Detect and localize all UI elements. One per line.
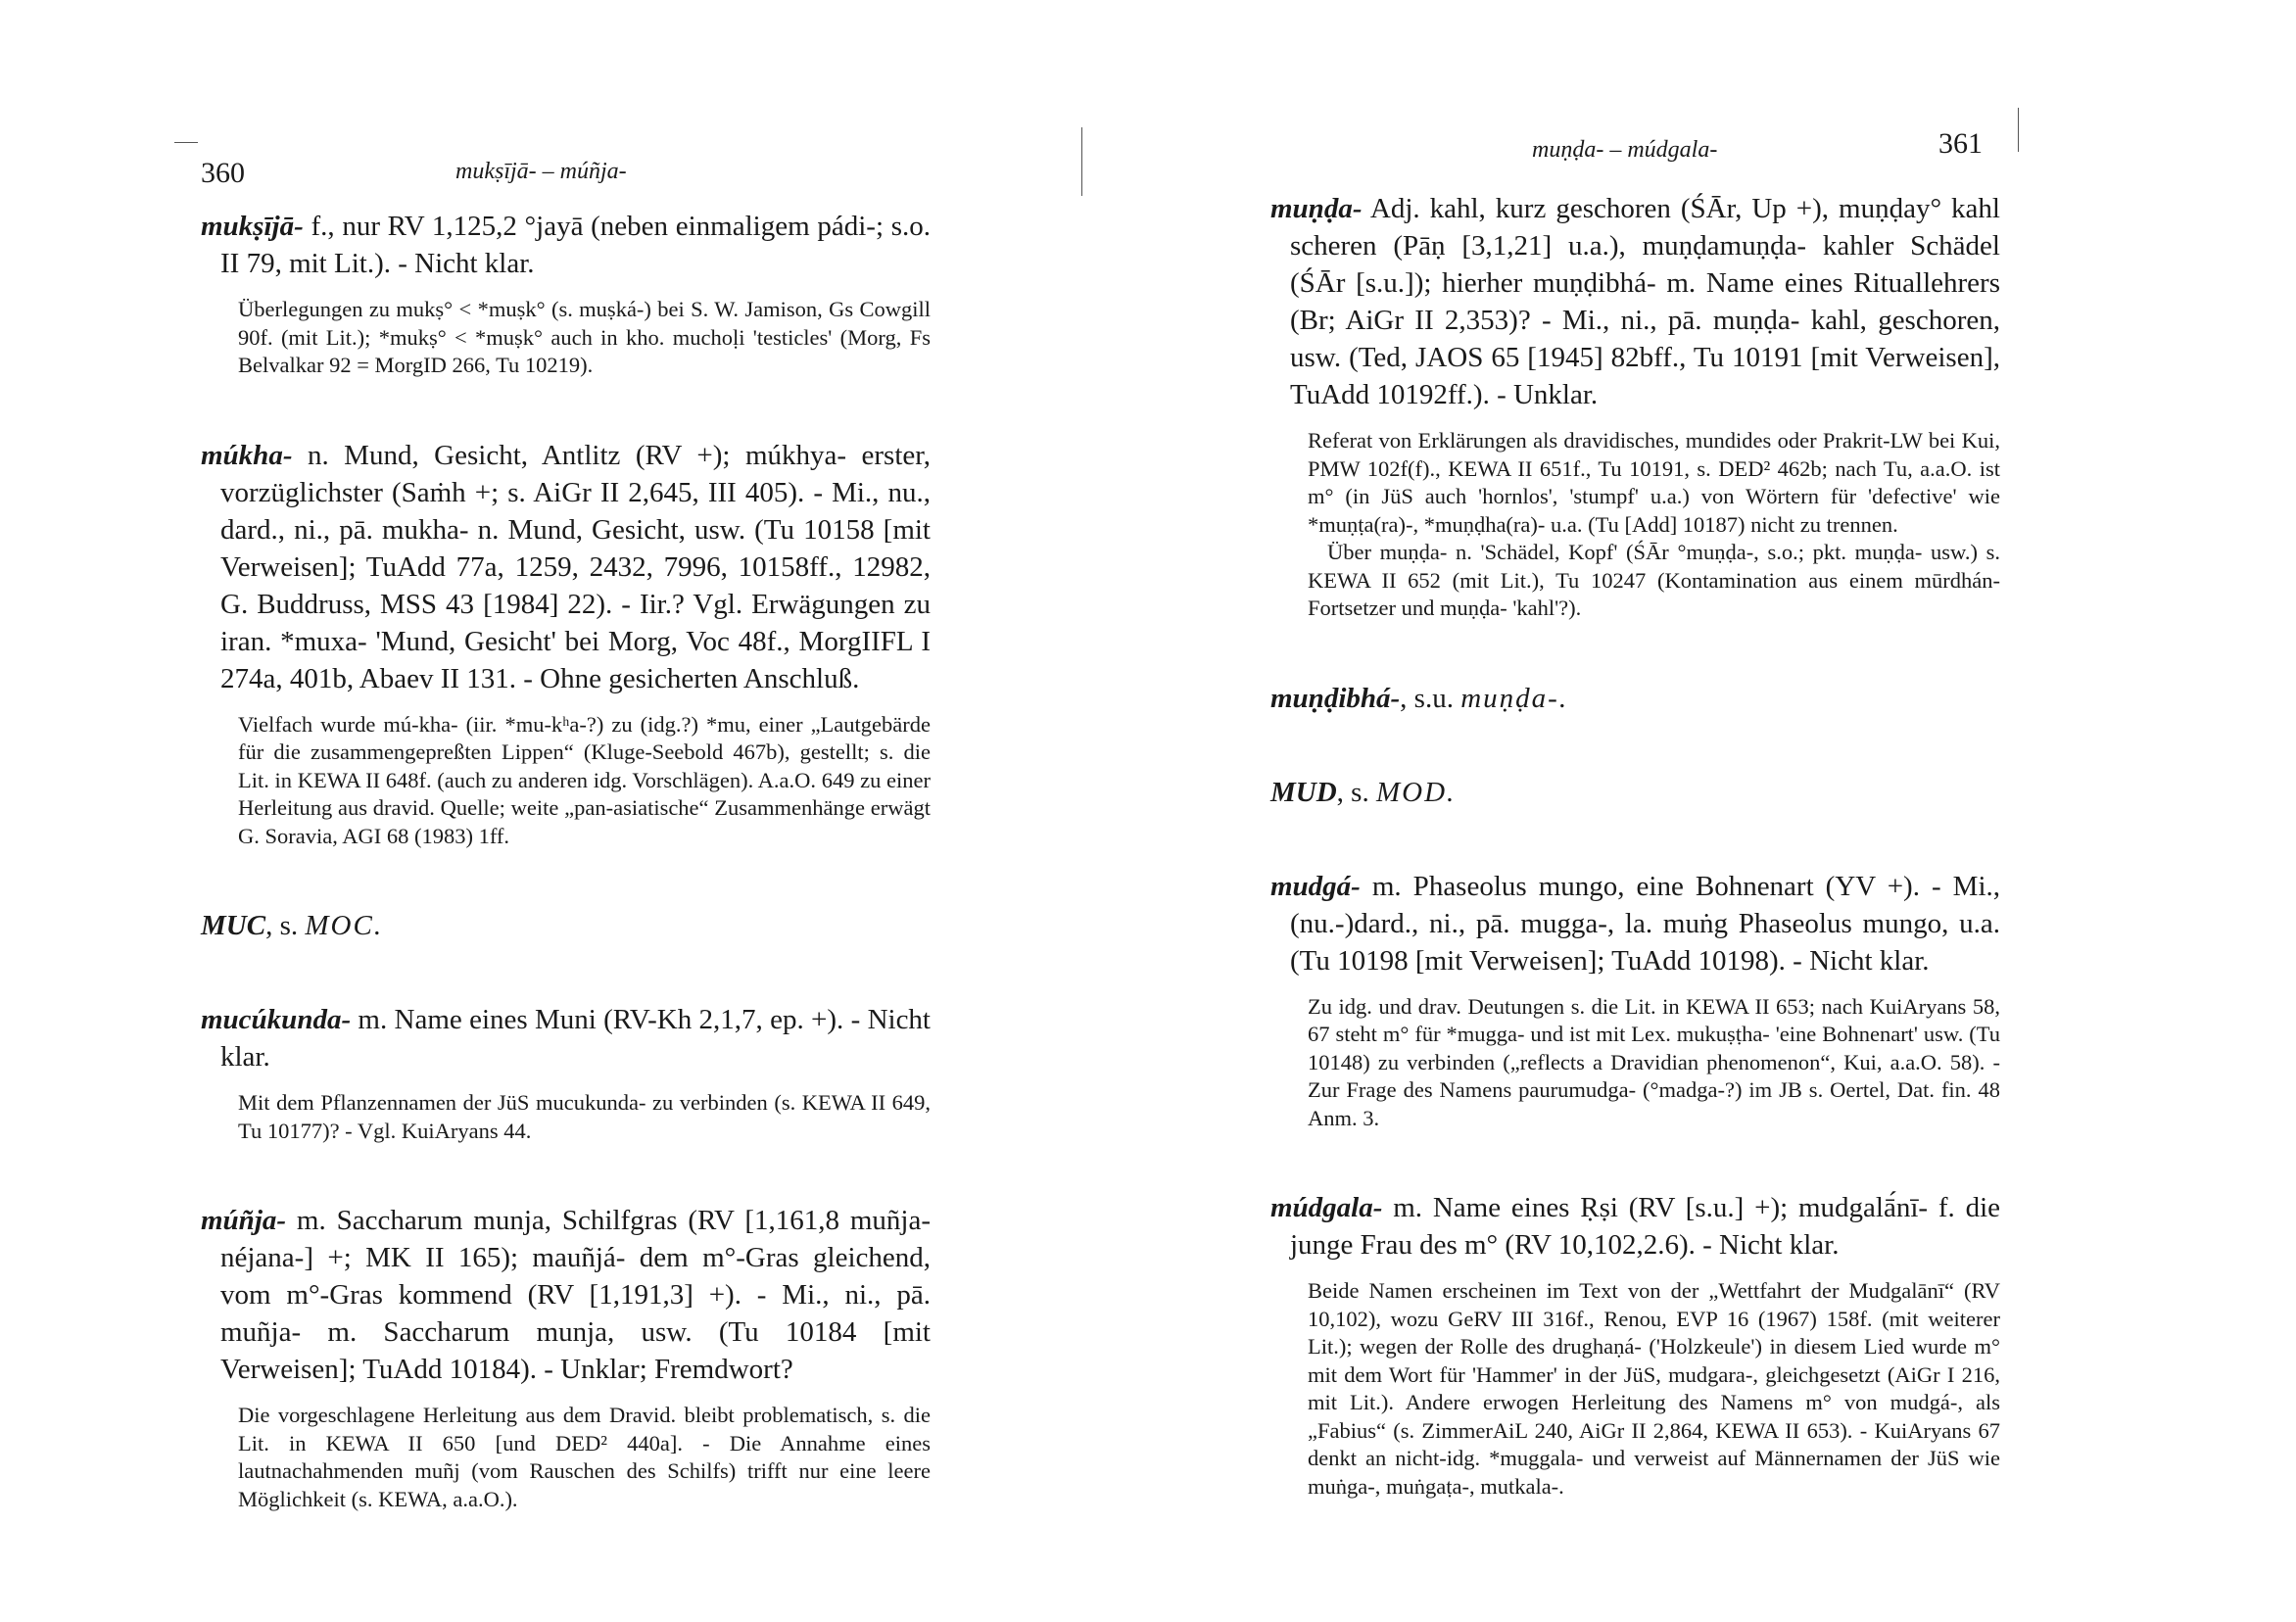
entry-text <box>201 208 931 282</box>
definition: Adj. kahl, kurz geschoren (ŚĀr, Up +), muṇḍay° kahl scheren (Pāṇ [3,1,21] u.a.), muṇḍamuṇḍa- kahler Schädel (ŚĀr [s.u.]); hierher muṇḍibhá- m. Name eines Rituallehrers (Br; AiGr II 2,353)? - Mi., ni., pā. muṇḍa- kahl, geschoren, usw. (Ted, JAOS 65 [1945] 82bff., Tu 10191 [mit Verweisen], TuAdd 10192ff.). - Unklar. <box>1290 193 2000 410</box>
definition: m. Name eines Ṛṣi (RV [s.u.] +); mudgalā́nī- f. die junge Frau des m° (RV 10,102,2.6). - Nicht klar. <box>1290 1192 2000 1261</box>
xref-target: MOC. <box>305 910 384 941</box>
entry-munja <box>201 1202 931 1513</box>
scan-mark <box>2018 108 2019 152</box>
running-head: muṇḍa- – múdgala- <box>1532 137 1718 163</box>
entry-muksija <box>201 208 931 380</box>
xref-sep: , s. <box>265 910 306 941</box>
entry-note: Vielfach wurde mú-kha- (iir. *mu-kʰa-?) zu (idg.?) *mu, einer „Lautgebärde für die zusammengepreßten Lippen“ (Kluge-Seebold 467b), gestellt; s. die Lit. in KEWA II 648f. (auch zu anderen idg. Vorschlägen). A.a.O. 649 zu einer Herleitung aus dravid. Quelle; weite „pan-asiatische“ Zusammenhänge erwägt G. Soravia, AGI 68 (1983) 1ff. <box>238 711 931 848</box>
lemma: mukṣījā- <box>201 211 304 242</box>
entry-note: Über muṇḍa- n. 'Schädel, Kopf' (ŚĀr °muṇḍa-, s.o.; pkt. muṇḍa- usw.) s. KEWA II 652 (mit Lit.), Tu 10247 (Kontamination aus einem mūrdhán-Fortsetzer und muṇḍa- 'kahl'?). <box>1308 540 2000 620</box>
entry-munda <box>1270 190 2000 623</box>
definition: m. Name eines Muni (RV-Kh 2,1,7, ep. +). - Nicht klar. <box>220 1004 931 1073</box>
lemma: múñja- <box>201 1205 287 1236</box>
lemma: múkha- <box>201 439 293 471</box>
entry-note: Referat von Erklärungen als dravidisches, mundides oder Prakrit-LW bei Kui, PMW 102f(f)., KEWA II 651f., Tu 10191, s. DED² 462b; nach Tu, a.a.O. ist m° (in JüS auch 'hornlos', 'stumpf' u.a.) von Wörtern für 'defective' wie *muṇṭa(ra)-, *muṇḍha(ra)- u.a. (Tu [Add] 10187) nicht zu trennen. <box>1308 428 2000 537</box>
lemma: muṇḍa- <box>1270 193 1363 224</box>
scan-mark <box>1081 127 1082 196</box>
entry-note: Überlegungen zu mukṣ° < *muṣk° (s. muṣká-) bei S. W. Jamison, Gs Cowgill 90f. (mit Lit.); *mukṣ° < *muṣk° auch in kho. muchoḷi 'testicles' (Morg, Fs Belvalkar 92 = MorgID 266, Tu 10219). <box>238 297 931 377</box>
xref-target: muṇḍa-. <box>1460 682 1569 714</box>
entry-text <box>201 1001 931 1075</box>
lemma: mudgá- <box>1270 870 1361 902</box>
entry-note: Die vorgeschlagene Herleitung aus dem Dravid. bleibt problematisch, s. die Lit. in KEWA II 650 [und DED² 440a]. - Die Annahme eines lautnachahmenden muñj (vom Rauschen des Schilfs) trifft nur eine leere Möglichkeit (s. KEWA, a.a.O.). <box>238 1403 931 1511</box>
entry-note: Beide Namen erscheinen im Text von der „Wettfahrt der Mudgalānī“ (RV 10,102), wozu GeRV III 316f., Renou, EVP 16 (1967) 158f. (mit weiterer Lit.); wegen der Rolle des drughaṇá- ('Holzkeule') in diesem Lied wurde m° mit dem Wort für 'Hammer' in der JüS, mudgara-, gleichgesetzt (AiGr I 216, mit Lit.). Andere erwogen Herleitung des Namens m° von mudgá-, als „Fabius“ (s. ZimmerAiL 240, AiGr II 2,864, KEWA II 653). - KuiAryans 67 denkt an nicht-idg. *muggala- und verweist auf Männernamen der JüS wie muṅga-, muṅgaṭa-, mutkala-. <box>1308 1278 2000 1499</box>
entry-text <box>1270 1189 2000 1264</box>
entry-text <box>1270 190 2000 413</box>
definition: m. Saccharum munja, Schilfgras (RV [1,161,8 muñja-néjana-] +; MK II 165); mauñjá- dem m°-Gras gleichend, vom m°-Gras kommend (RV [1,191,3] +). - Mi., ni., pā. muñja- m. Saccharum munja, usw. (Tu 10184 [mit Verweisen]; TuAdd 10184). - Unklar; Fremdwort? <box>220 1205 931 1385</box>
lemma: múdgala- <box>1270 1192 1383 1223</box>
lemma: MUC <box>201 910 266 941</box>
cross-reference-mud <box>1270 774 2000 811</box>
entry-text <box>201 437 931 697</box>
definition: m. Phaseolus mungo, eine Bohnenart (YV +). - Mi., (nu.-)dard., ni., pā. mugga-, la. muṅg Phaseolus mungo, u.a. (Tu 10198 [mit Verweisen]; TuAdd 10198). - Nicht klar. <box>1290 870 2000 977</box>
entry-mudgala <box>1270 1189 2000 1501</box>
page-body <box>1270 190 2000 1557</box>
page-body <box>201 208 931 1570</box>
lemma: mucúkunda- <box>201 1004 352 1035</box>
entry-text <box>1270 868 2000 979</box>
entry-note: Zu idg. und drav. Deutungen s. die Lit. in KEWA II 653; nach KuiAryans 58, 67 steht m° für *mugga- und ist mit Lex. mukuṣṭha- 'eine Bohnenart' usw. (Tu 10148) zu verbinden („reflects a Dravidian phenomenon“, Kui, a.a.O. 58). - Zur Frage des Namens paurumudga- (°madga-?) im JB s. Oertel, Dat. fin. 48 Anm. 3. <box>1308 993 2000 1130</box>
definition: f., nur RV 1,125,2 °jayā (neben einmaligem pádi-; s.o. II 79, mit Lit.). - Nicht klar. <box>220 211 931 279</box>
xref-target: MOD. <box>1375 776 1457 808</box>
xref-sep: , s. <box>1336 776 1376 808</box>
running-head: mukṣījā- – múñja- <box>455 159 627 184</box>
lemma: MUD <box>1270 776 1337 808</box>
scan-mark <box>174 142 198 143</box>
page-number: 361 <box>1938 127 1983 160</box>
entry-text <box>201 1202 931 1388</box>
cross-reference-muc <box>201 907 931 944</box>
entry-mucukunda <box>201 1001 931 1145</box>
entry-note: Mit dem Pflanzennamen der JüS mucukunda- zu verbinden (s. KEWA II 649, Tu 10177)? - Vgl. KuiAryans 44. <box>238 1090 931 1143</box>
entry-mukha <box>201 437 931 851</box>
lemma: muṇḍibhá- <box>1270 682 1401 714</box>
xref-sep: , s.u. <box>1400 682 1461 714</box>
definition: n. Mund, Gesicht, Antlitz (RV +); múkhya- erster, vorzüglichster (Saṁh +; s. AiGr II 2,645, III 405). - Mi., nu., dard., ni., pā. mukha- n. Mund, Gesicht, usw. (Tu 10158 [mit Verweisen]; TuAdd 77a, 1259, 2432, 7996, 10158ff., 12982, G. Buddruss, MSS 43 [1984] 22). - Iir.? Vgl. Erwägungen zu iran. *muxa- 'Mund, Gesicht' bei Morg, Voc 48f., MorgIIFL I 274a, 401b, Abaev II 131. - Ohne gesicherten Anschluß. <box>220 439 931 694</box>
entry-mudga <box>1270 868 2000 1133</box>
page-number: 360 <box>201 157 245 189</box>
cross-reference-mundibha <box>1270 680 2000 717</box>
